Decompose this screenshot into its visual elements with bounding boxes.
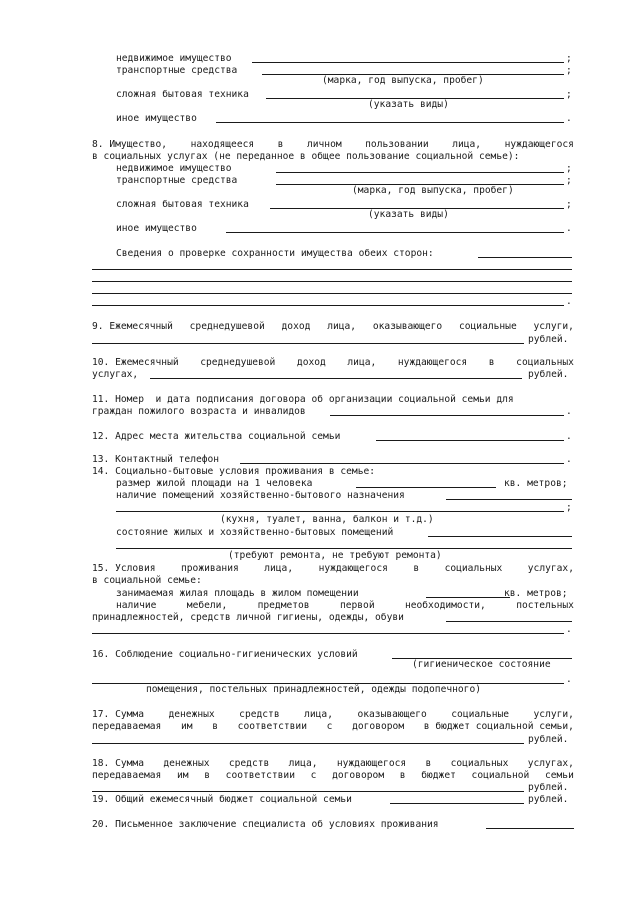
s11-line1-text: 11. Номер и дата подписания договора об организации социальной семьи для bbox=[92, 394, 514, 405]
word: 8. Имущество, bbox=[92, 139, 168, 150]
s17-line2-words bbox=[92, 720, 574, 733]
s15-line2-text: в социальной семье: bbox=[92, 575, 202, 586]
word: средств bbox=[228, 758, 270, 769]
word: в bbox=[212, 721, 218, 732]
s15-furn-field-2[interactable] bbox=[92, 623, 564, 634]
word: наличие bbox=[116, 600, 157, 611]
word: договором bbox=[352, 721, 405, 732]
s14-area-label: размер жилой площади на 1 человека bbox=[116, 478, 313, 489]
word: передаваемая bbox=[92, 721, 162, 732]
word: проживания bbox=[181, 563, 239, 574]
s11-contract-field[interactable] bbox=[330, 405, 564, 416]
word: лица, bbox=[264, 563, 294, 574]
word: мебели, bbox=[186, 600, 228, 611]
word: с bbox=[310, 770, 317, 781]
s8-other-field[interactable] bbox=[226, 222, 564, 233]
word: 10. Ежемесячный bbox=[92, 357, 179, 368]
word: в bbox=[413, 563, 420, 574]
punct: ; bbox=[566, 502, 572, 513]
s8-appliances-field[interactable] bbox=[270, 198, 564, 209]
s14-title: 14. Социально-бытовые условия проживания в семье: bbox=[92, 466, 376, 477]
word: в бюджет социальной семьи, bbox=[423, 721, 574, 732]
s8-line2-text: в социальных услугах (не переданное в общее пользование социальной семье): bbox=[92, 151, 520, 162]
blank-line bbox=[0, 295, 640, 308]
word: в bbox=[399, 770, 406, 781]
s14-state-label: состояние жилых и хозяйственно-бытовых помещений bbox=[116, 527, 394, 538]
s10-line2 bbox=[0, 368, 640, 381]
s16-label: 16. Соблюдение социально-гигиенических условий bbox=[92, 649, 358, 660]
word: услугах, bbox=[527, 563, 574, 574]
s17-line2 bbox=[0, 720, 640, 733]
word: нуждающегося bbox=[504, 139, 574, 150]
s16-hint1: (гигиеническое состояние bbox=[412, 659, 551, 670]
s7-appliances-hint: (указать виды) bbox=[368, 99, 449, 110]
punct: . bbox=[566, 431, 572, 442]
word: предметов bbox=[257, 600, 310, 611]
word: в bbox=[488, 357, 495, 368]
s7-real-estate-field[interactable] bbox=[252, 52, 564, 63]
word: социальной bbox=[471, 770, 530, 781]
s18-unit: рублей. bbox=[528, 782, 569, 793]
punct: . bbox=[566, 223, 572, 234]
s14-rooms-field-2[interactable] bbox=[116, 501, 564, 512]
s12-label: 12. Адрес места жительства социальной семьи bbox=[92, 431, 341, 442]
s7-appliances-label: сложная бытовая техника bbox=[116, 89, 249, 100]
s9-line1 bbox=[0, 320, 640, 333]
s9-income-field[interactable] bbox=[92, 333, 524, 344]
s7-other-field[interactable] bbox=[216, 112, 564, 123]
punct: . bbox=[566, 113, 572, 124]
s19-line bbox=[0, 793, 640, 806]
s8-check-field-3[interactable] bbox=[92, 271, 572, 282]
s16-hint2: помещения, постельных принадлежностей, одежды подопечного) bbox=[146, 684, 482, 695]
s11-line2 bbox=[0, 405, 640, 418]
s17-amount-field[interactable] bbox=[92, 733, 524, 744]
word: нуждающегося bbox=[397, 357, 468, 368]
word: социальные bbox=[458, 321, 517, 332]
s14-rooms-field[interactable] bbox=[446, 489, 572, 500]
s7-other-label: иное имущество bbox=[116, 113, 197, 124]
word: находящееся bbox=[190, 139, 255, 150]
s14-area-unit: кв. метров; bbox=[504, 478, 568, 489]
punct: . bbox=[566, 296, 572, 307]
s15-furn-line2-text: принадлежностей, средств личной гигиены, одежды, обуви bbox=[92, 612, 404, 623]
word: социальных bbox=[444, 563, 503, 574]
punct: ; bbox=[566, 163, 572, 174]
word: денежных bbox=[168, 709, 215, 720]
s8-appliances-hint-line bbox=[0, 209, 640, 222]
s15-furn-field[interactable] bbox=[446, 611, 572, 622]
s20-line bbox=[0, 818, 640, 831]
s8-check-field-4[interactable] bbox=[92, 283, 572, 294]
word: нуждающегося bbox=[318, 563, 388, 574]
punct: ; bbox=[566, 89, 572, 100]
s7-real-estate-label: недвижимое имущество bbox=[116, 53, 232, 64]
word: постельных bbox=[516, 600, 574, 611]
word: лица, bbox=[347, 357, 377, 368]
word: среднедушевой bbox=[200, 357, 276, 368]
s14-state-field[interactable] bbox=[428, 526, 572, 537]
word: оказывающего bbox=[372, 321, 443, 332]
s7-vehicles-hint: (марка, год выпуска, пробег) bbox=[322, 75, 484, 86]
punct: . bbox=[566, 624, 572, 635]
word: лица, bbox=[304, 709, 333, 720]
word: 18. Сумма bbox=[92, 758, 144, 769]
word: лица, bbox=[327, 321, 357, 332]
s8-check-field-2[interactable] bbox=[92, 259, 572, 270]
word: услугах, bbox=[527, 758, 574, 769]
s13-phone-field[interactable] bbox=[240, 453, 564, 464]
s7-vehicles-label: транспортные средства bbox=[116, 65, 238, 76]
s10-income-field[interactable] bbox=[150, 368, 522, 379]
s16-hint2-line bbox=[0, 684, 640, 697]
s16-hint1-line bbox=[0, 659, 640, 672]
s7-appliances-hint-line bbox=[0, 99, 640, 112]
s8-vehicles-hint-line bbox=[0, 185, 640, 198]
s17-line3 bbox=[0, 733, 640, 746]
word: личном bbox=[306, 139, 342, 150]
word: средств bbox=[239, 709, 280, 720]
s19-unit: рублей. bbox=[528, 794, 569, 805]
s20-conclusion-field[interactable] bbox=[486, 818, 574, 829]
word: среднедушевой bbox=[189, 321, 265, 332]
word: социальных bbox=[450, 758, 509, 769]
s8-vehicles-field[interactable] bbox=[276, 174, 564, 185]
s7-vehicles-field[interactable] bbox=[262, 64, 564, 75]
word: в bbox=[425, 758, 432, 769]
s8-vehicles-label: транспортные средства bbox=[116, 175, 238, 186]
s12-address-field[interactable] bbox=[376, 430, 564, 441]
s9-title-line bbox=[92, 320, 574, 333]
punct: . bbox=[566, 454, 572, 465]
word: 9. Ежемесячный bbox=[92, 321, 173, 332]
s14-rooms-line2 bbox=[0, 501, 640, 514]
word: в bbox=[204, 770, 210, 781]
s11-line2-text: граждан пожилого возраста и инвалидов bbox=[92, 406, 306, 417]
punct: ; bbox=[566, 53, 572, 64]
s7-vehicles-hint-line bbox=[0, 75, 640, 88]
punct: . bbox=[566, 674, 572, 685]
word: первой bbox=[339, 600, 375, 611]
s8-check-label: Сведения о проверке сохранности имущества обеих сторон: bbox=[116, 248, 434, 259]
word: им bbox=[176, 770, 189, 781]
s14-state-hint: (требуют ремонта, не требуют ремонта) bbox=[228, 550, 442, 561]
word: семьи bbox=[544, 770, 574, 781]
word: лица, bbox=[452, 139, 482, 150]
s14-area-field[interactable] bbox=[356, 477, 496, 488]
s7-appliances-field[interactable] bbox=[266, 88, 564, 99]
s13-label: 13. Контактный телефон bbox=[92, 454, 220, 465]
word: пользовании bbox=[365, 139, 429, 150]
s8-real-estate-label: недвижимое имущество bbox=[116, 163, 232, 174]
word: в bbox=[277, 139, 284, 150]
word: бюджет bbox=[421, 770, 456, 781]
word: денежных bbox=[163, 758, 210, 769]
punct: . bbox=[566, 406, 572, 417]
s14-state-field-2[interactable] bbox=[116, 538, 572, 549]
s8-vehicles-hint: (марка, год выпуска, пробег) bbox=[352, 185, 514, 196]
word: услуги, bbox=[533, 709, 574, 720]
s7-other-line bbox=[0, 112, 640, 125]
word: социальных bbox=[516, 357, 574, 368]
s9-unit: рублей. bbox=[528, 334, 569, 345]
s12-line bbox=[0, 430, 640, 443]
s8-other-label: иное имущество bbox=[116, 223, 197, 234]
s18-amount-field[interactable] bbox=[92, 781, 524, 792]
word: необходимости, bbox=[404, 600, 486, 611]
s8-real-estate-field[interactable] bbox=[276, 162, 564, 173]
s15-area-unit: кв. метров; bbox=[504, 588, 568, 599]
word: услуги, bbox=[533, 321, 574, 332]
word: с bbox=[326, 721, 333, 732]
s8-other-line bbox=[0, 222, 640, 235]
word: им bbox=[180, 721, 193, 732]
word: доход bbox=[296, 357, 326, 368]
word: 17. Сумма bbox=[92, 709, 144, 720]
s8-check-field[interactable] bbox=[478, 247, 572, 258]
punct: ; bbox=[566, 175, 572, 186]
word: соответствии bbox=[237, 721, 307, 732]
word: лица, bbox=[288, 758, 318, 769]
s15-area-field[interactable] bbox=[426, 587, 510, 598]
s8-appliances-label: сложная бытовая техника bbox=[116, 199, 249, 210]
word: социальные bbox=[451, 709, 510, 720]
s15-area-label: занимаемая жилая площадь в жилом помещении bbox=[116, 588, 359, 599]
s16-field-2[interactable] bbox=[92, 673, 564, 684]
s9-line2 bbox=[0, 333, 640, 346]
s16-field[interactable] bbox=[392, 648, 572, 659]
s8-check-field-5[interactable] bbox=[92, 295, 564, 306]
punct: ; bbox=[566, 199, 572, 210]
s19-budget-field[interactable] bbox=[390, 793, 524, 804]
s14-rooms-label: наличие помещений хозяйственно-бытового назначения bbox=[116, 490, 405, 501]
s20-label: 20. Письменное заключение специалиста об условиях проживания bbox=[92, 819, 439, 830]
s15-furn-line3 bbox=[0, 623, 640, 636]
s15-line2 bbox=[0, 574, 640, 587]
word: передаваемая bbox=[92, 770, 162, 781]
s10-line2-start: услугах, bbox=[92, 369, 139, 380]
word: 15. Условия bbox=[92, 563, 156, 574]
s10-unit: рублей. bbox=[528, 369, 569, 380]
s14-rooms-hint: (кухня, туалет, ванна, балкон и т.д.) bbox=[220, 514, 434, 525]
word: доход bbox=[281, 321, 311, 332]
word: оказывающего bbox=[357, 709, 427, 720]
s17-unit: рублей. bbox=[528, 734, 569, 745]
s19-label: 19. Общий ежемесячный бюджет социальной семьи bbox=[92, 794, 352, 805]
word: соответствии bbox=[225, 770, 295, 781]
punct: ; bbox=[566, 65, 572, 76]
word: нуждающегося bbox=[336, 758, 407, 769]
word: договором bbox=[332, 770, 385, 781]
s8-appliances-hint: (указать виды) bbox=[368, 209, 449, 220]
